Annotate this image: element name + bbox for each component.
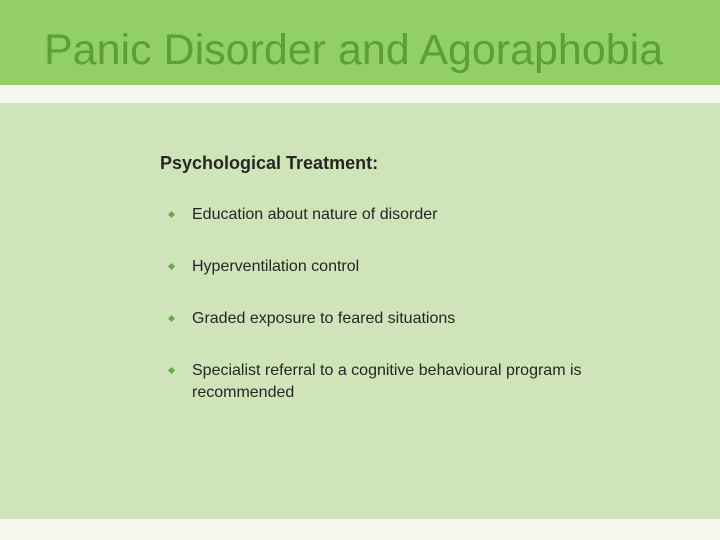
bullet-text: Hyperventilation control [192, 258, 360, 275]
bullet-item-education [165, 204, 585, 226]
bullet-item-graded-exposure [165, 308, 585, 330]
bullet-item-specialist-referral [165, 360, 585, 404]
footer-strip [0, 519, 720, 540]
bullet-text: Graded exposure to feared situations [192, 310, 456, 327]
diamond-bullet-icon [168, 211, 175, 218]
bullet-list [165, 204, 585, 404]
title-divider-strip [0, 85, 720, 103]
content-panel [0, 103, 720, 519]
diamond-bullet-icon [168, 315, 175, 322]
title-bar [0, 0, 720, 85]
diamond-bullet-icon [168, 263, 175, 270]
slide-title: Panic Disorder and Agoraphobia [44, 26, 664, 74]
bullet-text: Education about nature of disorder [192, 206, 438, 223]
bullet-text: Specialist referral to a cognitive behavioural program is recommended [192, 362, 582, 401]
diamond-bullet-icon [168, 367, 175, 374]
section-subheading: Psychological Treatment: [160, 153, 379, 173]
bullet-item-hyperventilation [165, 256, 585, 278]
